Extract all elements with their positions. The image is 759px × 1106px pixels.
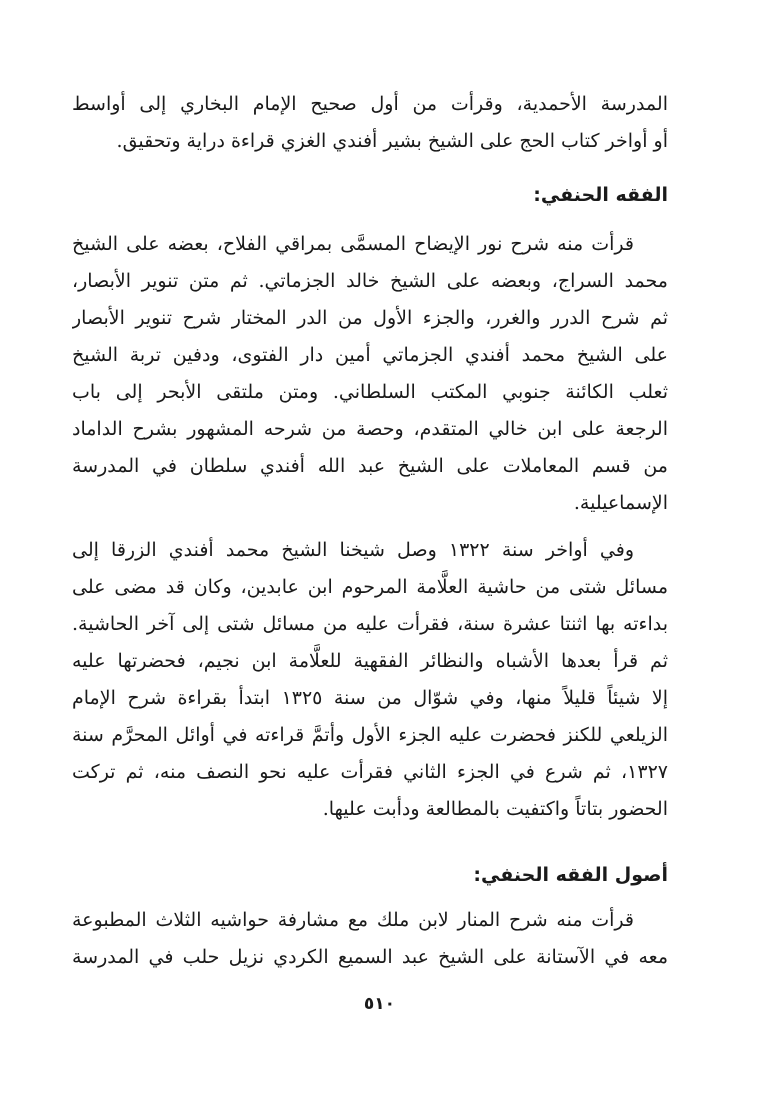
- text-line: الرجعة على ابن خالي المتقدم، وحصة من شرحه المشهور بشرح الداماد: [72, 418, 668, 440]
- text-line: مسائل شتى من حاشية العلَّامة المرحوم ابن عابدين، وكان قد مضى على: [72, 576, 668, 598]
- text-line: الحضور بتاتاً واكتفيت بالمطالعة ودأبت عليها.: [322, 798, 668, 820]
- paragraph-1: [72, 86, 668, 160]
- text-line: قرأت منه شرح المنار لابن ملك مع مشارفة حواشيه الثلاث المطبوعة: [72, 909, 634, 931]
- text-line: قرأت منه شرح نور الإيضاح المسمَّى بمراقي الفلاح، بعضه على الشيخ: [72, 233, 634, 255]
- text-line: الزيلعي للكنز فحضرت عليه الجزء الأول وأتمَّ قراءته في أوائل المحرَّم سنة: [72, 724, 668, 746]
- heading-text: الفقه الحنفي:: [533, 184, 668, 206]
- text-line: الإسماعيلية.: [573, 492, 668, 514]
- paragraph-2: [72, 226, 668, 522]
- paragraph-3: [72, 532, 668, 828]
- text-line: ثم شرح الدرر والغرر، والجزء الأول من الدر المختار شرح تنوير الأبصار: [72, 307, 668, 329]
- text-line: ثعلب الكائنة جنوبي المكتب السلطاني. ومتن ملتقى الأبحر إلى باب: [72, 381, 668, 403]
- text-line: من قسم المعاملات على الشيخ عبد الله أفندي سلطان في المدرسة: [72, 455, 668, 477]
- heading-text: أصول الفقه الحنفي:: [473, 864, 668, 886]
- section-heading-hanafi-usul: [72, 860, 668, 890]
- text-line: أو أواخر كتاب الحج على الشيخ بشير أفندي الغزي قراءة دراية وتحقيق.: [116, 130, 668, 152]
- text-line: ١٣٢٧، ثم شرع في الجزء الثاني فقرأت عليه نحو النصف منه، ثم تركت: [72, 761, 668, 783]
- text-line: ثم قرأ بعدها الأشباه والنظائر الفقهية للعلَّامة ابن نجيم، فحضرتها عليه: [72, 650, 668, 672]
- text-line: معه في الآستانة على الشيخ عبد السميع الكردي نزيل حلب في المدرسة: [72, 946, 668, 968]
- text-line: بداءته بها اثنتا عشرة سنة، فقرأت عليه من مسائل شتى إلى آخر الحاشية.: [72, 613, 668, 635]
- page-number: ٥١٠: [363, 994, 396, 1014]
- text-line: على الشيخ محمد أفندي الجزماتي أمين دار الفتوى، ودفين تربة الشيخ: [72, 344, 668, 366]
- text-line: إلا شيئاً قليلاً منها، وفي شوّال من سنة ١٣٢٥ ابتدأ بقراءة شرح الإمام: [72, 687, 668, 709]
- text-line: المدرسة الأحمدية، وقرأت من أول صحيح الإمام البخاري إلى أواسط: [72, 93, 668, 115]
- text-line: محمد السراج، وبعضه على الشيخ خالد الجزماتي. ثم متن تنوير الأبصار،: [72, 270, 668, 292]
- section-heading-hanafi-fiqh: [72, 180, 668, 210]
- text-line: وفي أواخر سنة ١٣٢٢ وصل شيخنا الشيخ محمد أفندي الزرقا إلى: [72, 539, 634, 561]
- paragraph-4: [72, 902, 668, 976]
